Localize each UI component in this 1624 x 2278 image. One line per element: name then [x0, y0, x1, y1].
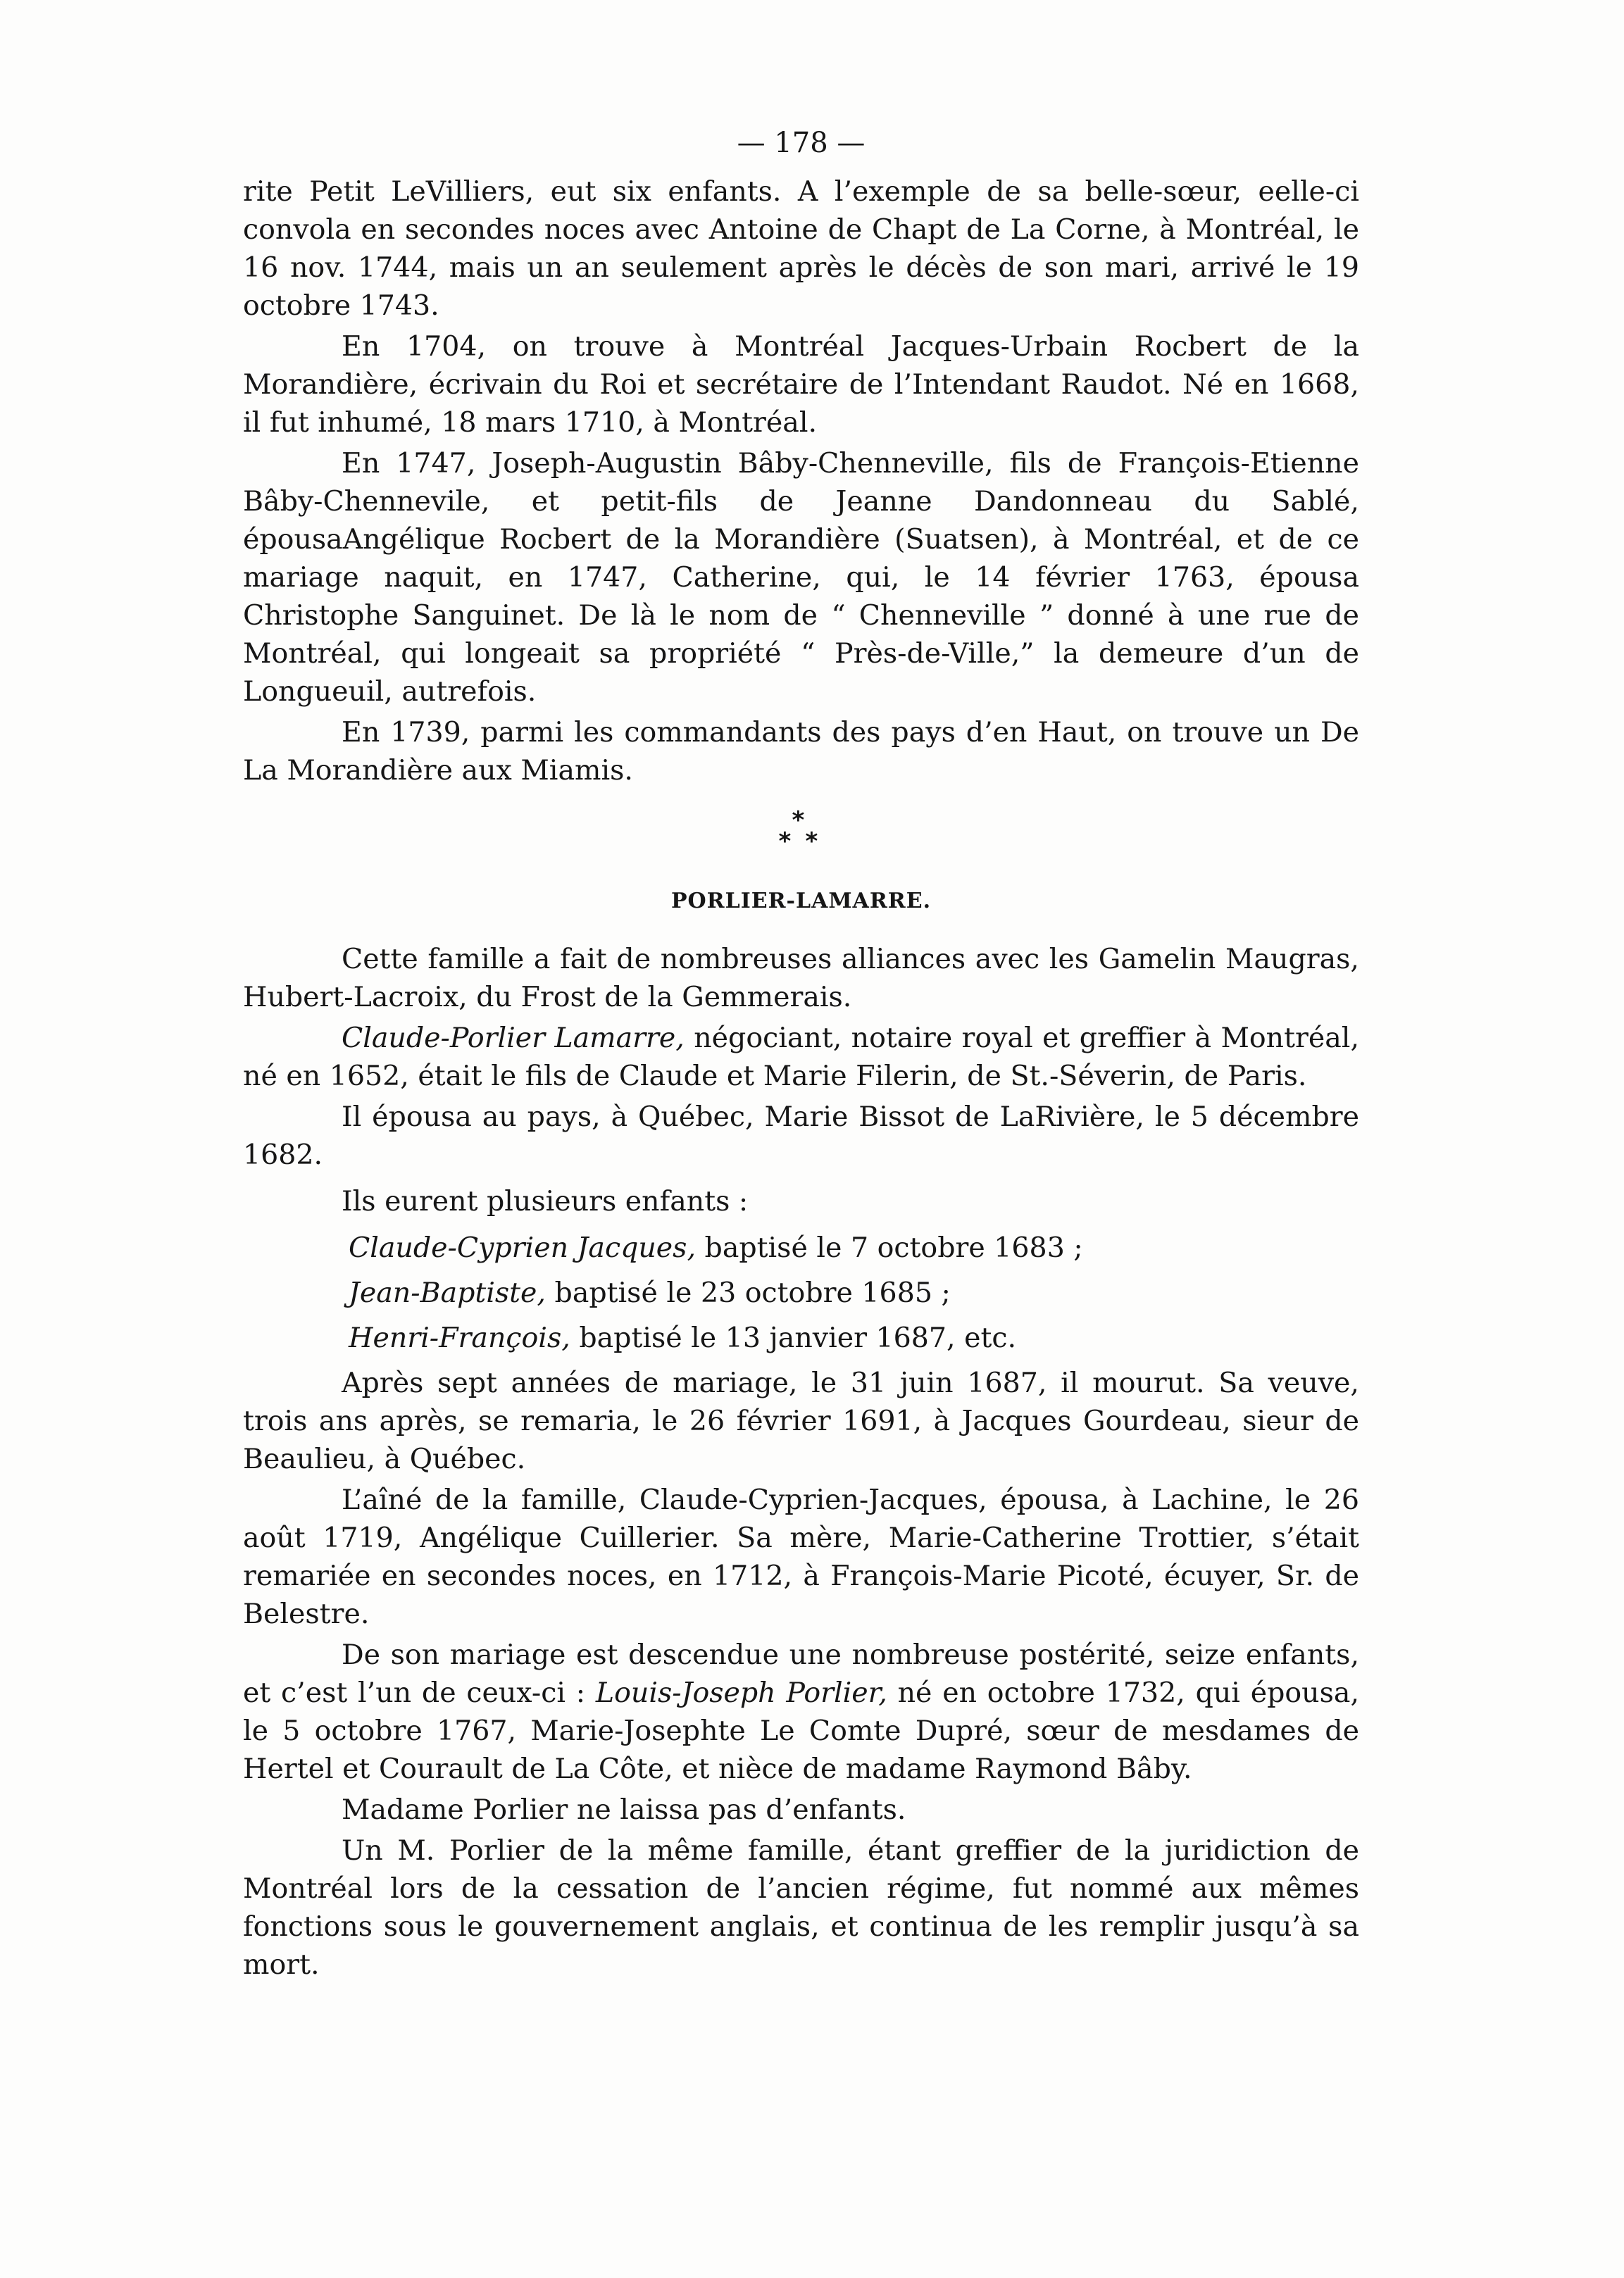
child-baptism: baptisé le 23 octobre 1685 ; — [546, 1277, 951, 1309]
asterism-separator — [759, 806, 844, 863]
paragraph-claude-porlier — [243, 1019, 1359, 1095]
page-number: — 178 — — [737, 127, 866, 159]
paragraph-eldest-son: L’aîné de la famille, Claude-Cyprien-Jacques, épousa, à Lachine, le 26 août 1719, Angélique Cuillerier. Sa mère, Marie-Catherine Trottier, s’était remariée en secondes noces, en 1712, à François-Marie Picoté, écuyer, Sr. de Belestre. — [243, 1484, 1359, 1630]
person-name-louis-joseph-porlier: Louis-Joseph Porlier, — [595, 1677, 887, 1709]
paragraph-morandiere-1704: En 1704, on trouve à Montréal Jacques-Urbain Rocbert de la Morandière, écrivain du Roi et secrétaire de l’Intendant Raudot. Né en 1668, il fut inhumé, 18 mars 1710, à Montréal. — [243, 330, 1359, 439]
page-content — [243, 123, 1359, 1986]
child-entry — [243, 1274, 1359, 1312]
paragraph-posterity-start: De son mariage est descendue une nombreuse postérité, seize enfants, et c’est l’un de ceux-ci : — [243, 1639, 1359, 1709]
paragraph-baby-chenneville: En 1747, Joseph-Augustin Bâby-Chenneville, fils de François-Etienne Bâby-Chennevile, et petit-fils de Jeanne Dandonneau du Sablé, épousaAngélique Rocbert de la Morandière (Suatsen), à Montréal, et de ce mariage naquit, en 1747, Catherine, qui, le 14 février 1763, épousa Christophe Sanguinet. De là le nom de “ Chenneville ” donné à une rue de Montréal, qui longeait sa propriété “ Près-de-Ville,” la demeure d’un de Longueuil, autrefois. — [243, 447, 1359, 708]
child-name: Jean-Baptiste, — [349, 1277, 546, 1309]
child-baptism: baptisé le 13 janvier 1687, etc. — [570, 1322, 1017, 1354]
paragraph-claude-porlier-text: négociant, notaire royal et greffier à Montréal, né en 1652, était le fils de Claude et Marie Filerin, de St.-Séverin, de Paris. — [243, 1022, 1359, 1092]
asterism-star-left: * — [778, 827, 792, 856]
paragraph-posterity — [243, 1636, 1359, 1788]
paragraph-no-children: Madame Porlier ne laissa pas d’enfants. — [342, 1794, 906, 1826]
child-name: Claude-Cyprien Jacques, — [349, 1232, 696, 1264]
paragraph-alliances: Cette famille a fait de nombreuses alliances avec les Gamelin Maugras, Hubert-Lacroix, du Frost de la Gemmerais. — [243, 943, 1359, 1013]
asterism-star-top: * — [792, 806, 805, 834]
child-name: Henri-François, — [349, 1322, 570, 1354]
person-name-claude-porlier: Claude-Porlier Lamarre, — [342, 1022, 685, 1054]
child-baptism: baptisé le 7 octobre 1683 ; — [696, 1232, 1083, 1264]
asterism-star-right: * — [805, 827, 818, 856]
paragraph-children-intro: Ils eurent plusieurs enfants : — [342, 1185, 749, 1218]
child-entry — [243, 1319, 1359, 1357]
paragraph-greffier: Un M. Porlier de la même famille, étant greffier de la juridiction de Montréal lors de la cessation de l’ancien régime, fut nommé aux mêmes fonctions sous le gouvernement anglais, et continua de les remplir jusqu’à sa mort. — [243, 1834, 1359, 1981]
paragraph-continuation: rite Petit LeVilliers, eut six enfants. A l’exemple de sa belle-sœur, eelle-ci convola en secondes noces avec Antoine de Chapt de La Corne, à Montréal, le 16 nov. 1744, mais un an seulement après le décès de son mari, arrivé le 19 octobre 1743. — [243, 175, 1359, 322]
paragraph-death-1687: Après sept années de mariage, le 31 juin 1687, il mourut. Sa veuve, trois ans après, se remaria, le 26 février 1691, à Jacques Gourdeau, sieur de Beaulieu, à Québec. — [243, 1367, 1359, 1475]
paragraph-morandiere-1739: En 1739, parmi les commandants des pays d’en Haut, on trouve un De La Morandière aux Miamis. — [243, 716, 1359, 787]
paragraph-marriage-1682: Il épousa au pays, à Québec, Marie Bissot de LaRivière, le 5 décembre 1682. — [243, 1101, 1359, 1171]
section-title: PORLIER-LAMARRE. — [670, 889, 932, 913]
paragraph-posterity-end: né en octobre 1732, qui épousa, le 5 octobre 1767, Marie-Josephte Le Comte Dupré, sœur de mesdames de Hertel et Courault de La Côte, et nièce de madame Raymond Bâby. — [243, 1677, 1359, 1785]
child-entry — [243, 1229, 1359, 1267]
